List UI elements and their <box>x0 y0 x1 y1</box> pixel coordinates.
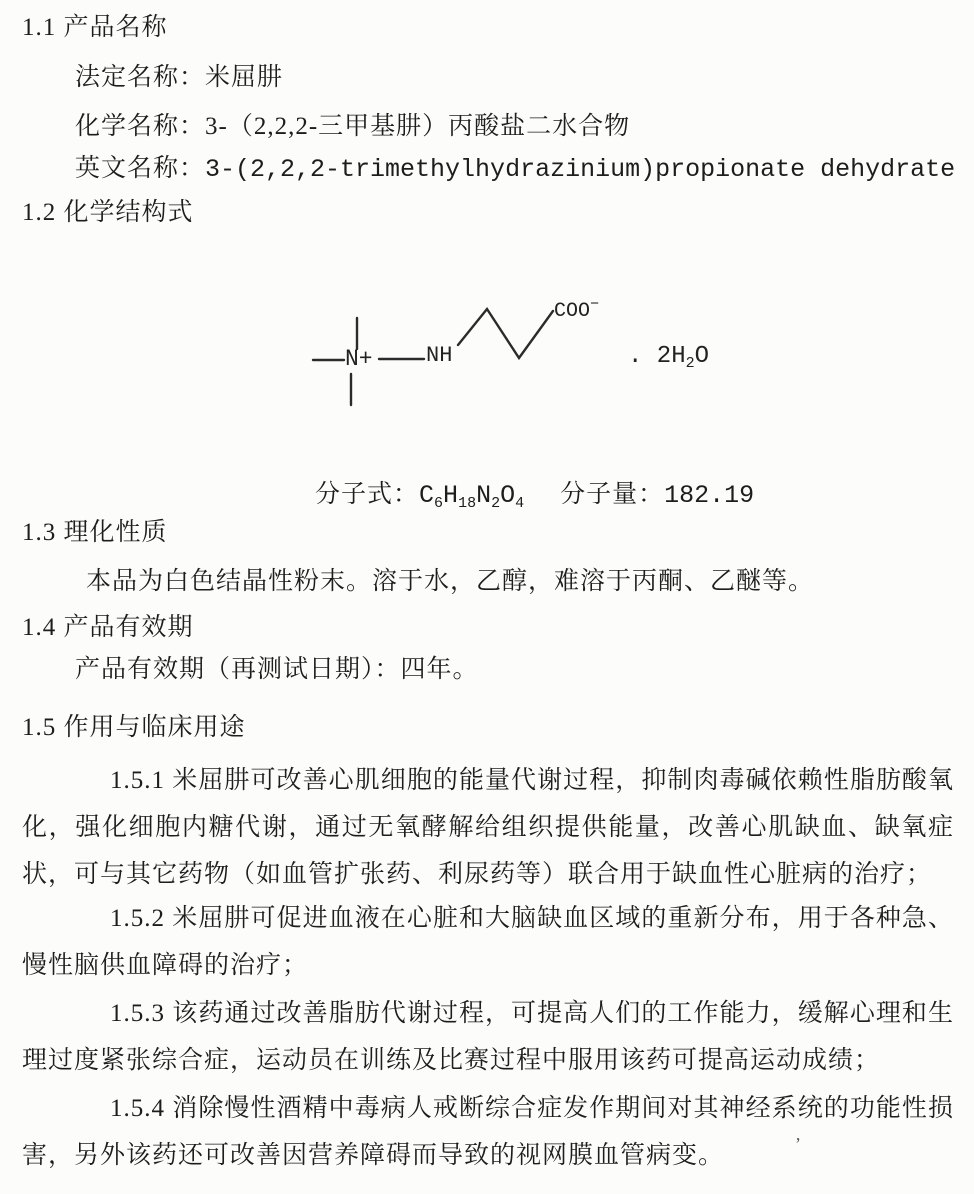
molecular-weight-value: 182.19 <box>664 481 755 510</box>
english-name-label: 英文名称： <box>75 155 206 182</box>
molecular-formula <box>419 481 524 510</box>
formula-h: H <box>443 481 459 510</box>
section-heading-1-3: 1.3 理化性质 <box>22 519 168 546</box>
legal-name-line: 法定名称：米屈肼 <box>75 64 284 91</box>
clinical-use-paragraph-4: 1.5.4 消除慢性酒精中毒病人戒断综合症发作期间对其神经系统的功能性损害，另外该药还可改善因营养障碍而导致的视网膜血管病变。 <box>22 1095 954 1169</box>
coo-charge: − <box>590 296 600 313</box>
hydrate-label <box>628 343 709 372</box>
hydrate-prefix: . 2H <box>628 343 686 370</box>
hydrate-subscript: 2 <box>685 355 695 372</box>
formula-n-sub: 2 <box>491 495 501 512</box>
bond-propionate-chain <box>458 309 553 358</box>
scan-artifact-mark: ’ <box>795 1134 801 1154</box>
molecular-weight-label: 分子量： <box>560 481 665 508</box>
formula-o-sub: 4 <box>515 495 525 512</box>
physical-properties-text: 本品为白色结晶性粉末。溶于水，乙醇，难溶于丙酮、乙醚等。 <box>86 568 815 595</box>
molecular-formula-line <box>315 474 754 512</box>
clinical-use-paragraph-2: 1.5.2 米屈肼可促进血液在心脏和大脑缺血区域的重新分布，用于各种急、慢性脑供血障碍的治疗； <box>22 905 954 979</box>
section-heading-1-5: 1.5 作用与临床用途 <box>22 714 246 741</box>
english-name-value: 3-(2,2,2-trimethylhydrazinium)propionate dehydrate <box>205 155 956 184</box>
english-name-line <box>75 153 955 185</box>
hydrate-suffix: O <box>694 343 710 370</box>
section-heading-1-4: 1.4 产品有效期 <box>22 614 194 641</box>
formula-c-sub: 6 <box>434 495 444 512</box>
section-heading-1-1: 1.1 产品名称 <box>22 14 168 41</box>
clinical-use-paragraph-1: 1.5.1 米屈肼可改善心肌细胞的能量代谢过程，抑制肉毒碱依赖性脂肪酸氧化，强化细胞内糖代谢，通过无氧酵解给组织提供能量，改善心肌缺血、缺氧症状，可与其它药物（如血管扩张药、利尿药等）联合用于缺血性心脏病的治疗； <box>22 767 954 888</box>
clinical-use-paragraph-3: 1.5.3 该药通过改善脂肪代谢过程，可提高人们的工作能力，缓解心理和生理过度紧张综合症，运动员在训练及比赛过程中服用该药可提高运动成绩； <box>22 1000 954 1074</box>
formula-label: 分子式： <box>315 481 420 508</box>
formula-o: O <box>500 481 516 510</box>
shelf-life-text: 产品有效期（再测试日期）：四年。 <box>75 656 479 683</box>
formula-c: C <box>419 481 435 510</box>
chemical-name-line: 化学名称：3-（2,2,2-三甲基肼）丙酸盐二水合物 <box>75 113 631 140</box>
chemical-structure-diagram <box>300 288 720 423</box>
section-heading-1-2: 1.2 化学结构式 <box>22 199 194 226</box>
formula-h-sub: 18 <box>458 495 477 512</box>
coo-text: COO <box>554 300 591 323</box>
coo-group-label <box>554 296 599 323</box>
nitrogen-plus-label: N+ <box>345 346 373 372</box>
formula-n: N <box>476 481 492 510</box>
nh-label: NH <box>426 343 453 368</box>
